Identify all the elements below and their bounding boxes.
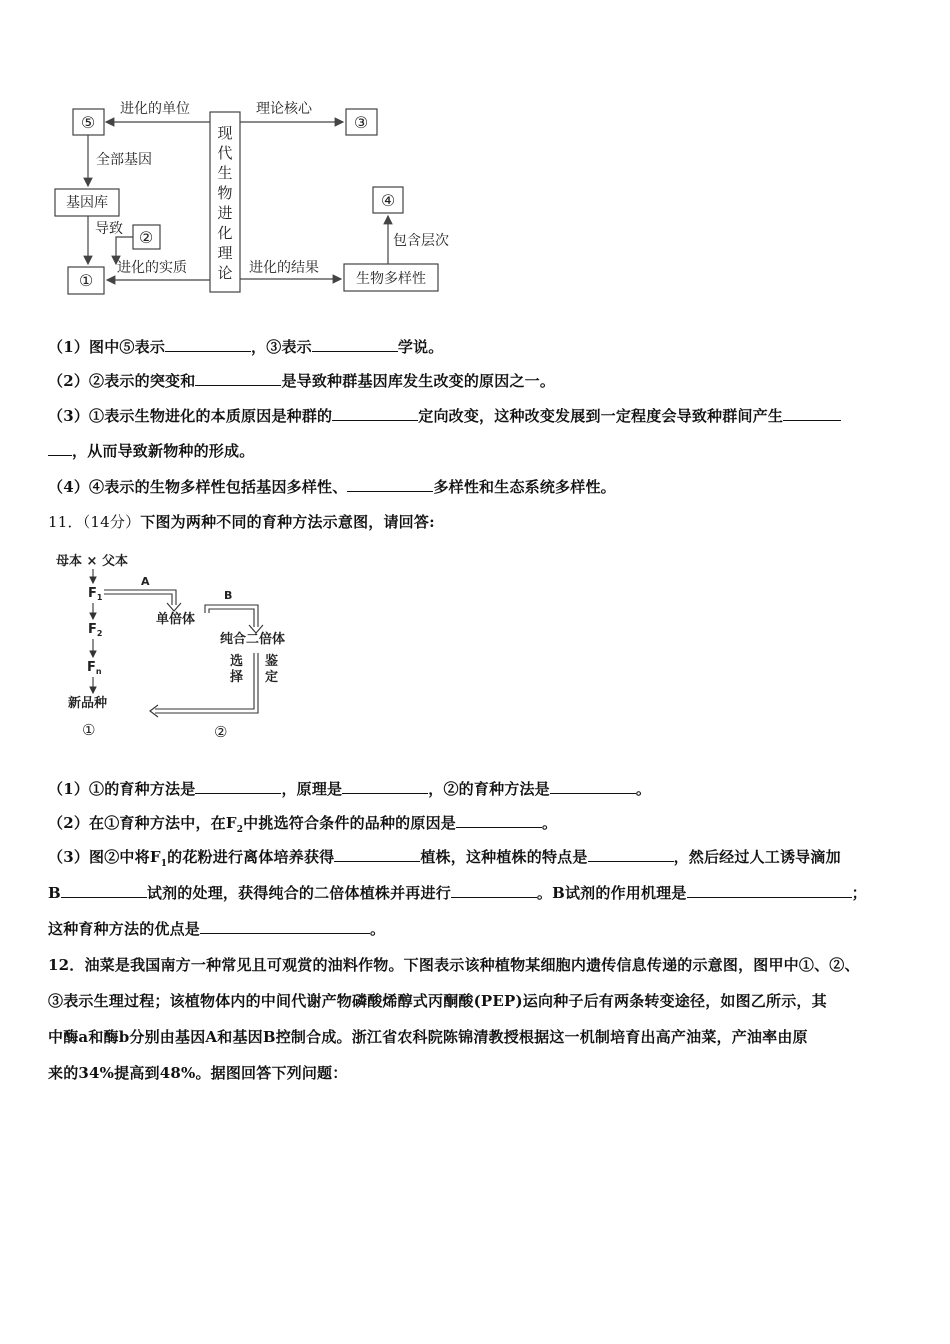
identify-char: 鉴 [265,654,279,669]
box-4-label: ④ [380,191,396,210]
answer-blank[interactable] [342,779,428,794]
mark-2: ② [214,723,228,741]
answer-blank[interactable] [783,406,841,421]
q12-line-4: 来的34%提高到48%。据图回答下列问题： [48,1064,348,1082]
box-5-label: ⑤ [80,113,96,132]
cause-label: 导致 [95,221,123,237]
center-char: 代 [217,144,233,162]
result-label: 进化的结果 [249,260,319,276]
answer-blank[interactable] [312,337,398,352]
q10-line-3-cont: ，从而导致新物种的形成。 [48,440,254,461]
center-char: 进 [217,204,233,222]
gene-pool-label: 基因库 [66,195,108,211]
breeding-methods-diagram [40,545,340,750]
center-char: 生 [217,164,233,182]
answer-blank[interactable] [48,441,72,456]
q11-line-4: B 试剂的处理，获得纯合的二倍体植株并再进行 。B试剂的作用机理是 ； [48,884,867,902]
q11-line-2: （2）在①育种方法中，在$F_2$中挑选符合条件的品种的原因是 。 [48,814,558,835]
answer-blank[interactable] [332,406,418,421]
q12-line-1: 12．油菜是我国南方一种常见且可观赏的油料作物。下图表示该种植物某细胞内遗传信息传递的示意图，图甲中①、②、 [48,956,860,974]
answer-blank[interactable] [195,779,281,794]
essence-label: 进化的实质 [117,260,187,276]
box-1-label: ① [78,271,94,290]
new-variety-label: 新品种 [68,696,108,711]
answer-blank[interactable] [451,883,537,898]
biodiversity-label: 生物多样性 [356,271,426,287]
core-label: 理论核心 [256,101,312,117]
fn-label: $F_n$ [87,660,102,676]
answer-blank[interactable] [456,813,542,828]
center-char: 理 [217,244,233,262]
q11-line-5: 这种育种方法的优点是 。 [48,920,386,938]
q11-line-3: （3）图②中将$F_1$的花粉进行离体培养获得 植株，这种植株的特点是 ，然后经过人工诱导滴加 [48,848,841,869]
all-genes-label: 全部基因 [96,152,152,168]
pure-diploid-label: 纯合二倍体 [220,632,286,647]
levels-label: 包含层次 [393,233,449,249]
box-2-label: ② [138,228,154,247]
center-char: 现 [217,124,233,142]
label-a: A [141,575,150,588]
evolution-theory-diagram [40,92,460,307]
haploid-label: 单倍体 [156,612,196,627]
q10-line-3: （3）①表示生物进化的本质原因是种群的 定向改变，这种改变发展到一定程度会导致种群间产生 [48,405,841,426]
q10-line-4: （4）④表示的生物多样性包括基因多样性、 多样性和生态系统多样性。 [48,478,616,496]
center-char: 论 [217,264,233,282]
center-char: 化 [217,224,233,242]
answer-blank[interactable] [550,779,636,794]
label-b: B [224,589,233,602]
f2-label: $F_2$ [88,622,103,638]
q11-heading: 11．（14分）下图为两种不同的育种方法示意图，请回答: [48,513,435,531]
q11-line-1: （1）①的育种方法是 ，原理是 ，②的育种方法是 。 [48,780,652,798]
answer-blank[interactable] [200,919,370,934]
q10-line-1: （1）图中⑤表示 ，③表示 学说。 [48,338,444,356]
q12-line-2: ③表示生理过程；该植物体内的中间代谢产物磷酸烯醇式丙酮酸(PEP)运向种子后有两条转变途径，如图乙所示，其 [48,992,827,1010]
select-char: 择 [230,670,244,685]
box-3-label: ③ [353,113,369,132]
answer-blank[interactable] [165,337,251,352]
identify-char: 定 [265,670,279,685]
answer-blank[interactable] [334,847,420,862]
answer-blank[interactable] [347,477,433,492]
mark-1: ① [82,721,96,739]
center-char: 物 [217,184,233,202]
select-char: 选 [230,654,244,669]
q10-line-2: （2）②表示的突变和 是导致种群基因库发生改变的原因之一。 [48,372,556,390]
answer-blank[interactable] [687,883,852,898]
unit-label: 进化的单位 [120,101,190,117]
answer-blank[interactable] [61,883,147,898]
parents-label: 母本 × 父本 [56,554,128,569]
f1-label: $F_1$ [88,586,103,602]
answer-blank[interactable] [195,371,281,386]
q12-line-3: 中酶a和酶b分别由基因A和基因B控制合成。浙江省农科院陈锦清教授根据这一机制培育出高产油菜，产油率由原 [48,1028,808,1046]
answer-blank[interactable] [588,847,674,862]
